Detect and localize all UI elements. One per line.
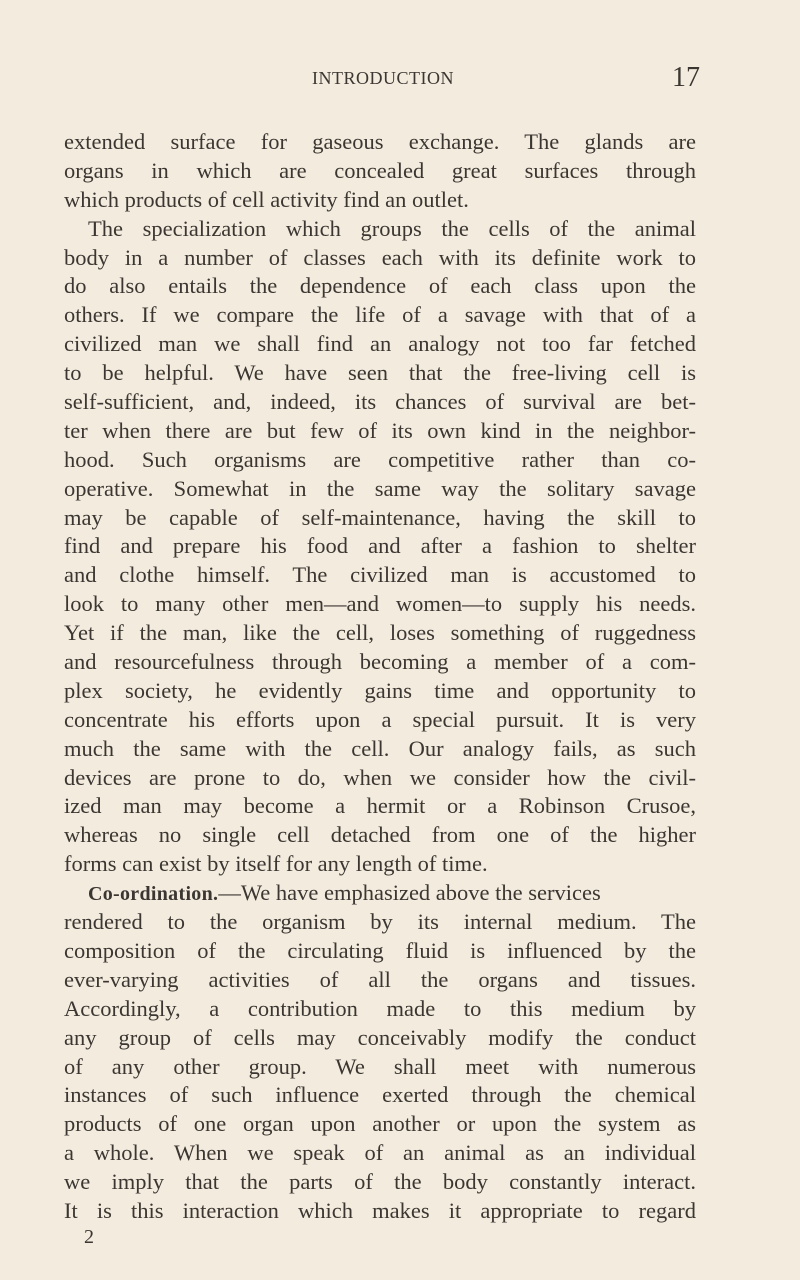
text-line: find and prepare his food and after a fashion to shelter (64, 533, 696, 559)
text-line: The specialization which groups the cells of the animal (88, 215, 696, 241)
running-head (0, 64, 800, 94)
section-first-line (64, 879, 696, 908)
text-line: a whole. When we speak of an animal as an individual (64, 1140, 696, 1166)
text-line: self-sufficient, and, indeed, its chances of survival are bet- (64, 389, 696, 415)
signature-mark: 2 (84, 1226, 94, 1248)
text-line: civilized man we shall find an analogy not too far fetched (64, 331, 696, 357)
text-line: and resourcefulness through becoming a member of a com- (64, 649, 696, 675)
text-line: devices are prone to do, when we consider how the civil- (64, 764, 696, 790)
text-line: others. If we compare the life of a savage with that of a (64, 302, 696, 328)
text-line: extended surface for gaseous exchange. The glands are (64, 129, 696, 154)
running-head-title: INTRODUCTION (312, 68, 454, 88)
page-number: 17 (672, 62, 700, 93)
text-line: products of one organ upon another or upon the system as (64, 1111, 696, 1137)
text-line: any group of cells may conceivably modify the conduct (64, 1024, 696, 1050)
text-line: and clothe himself. The civilized man is accustomed to (64, 562, 696, 588)
text-line: operative. Somewhat in the same way the solitary savage (64, 475, 696, 501)
section-first-line-text: —We have emphasized above the services (218, 880, 601, 906)
text-line: It is this interaction which makes it appropriate to regard (64, 1197, 696, 1223)
text-line: organs in which are concealed great surfaces through (64, 157, 696, 183)
text-line: we imply that the parts of the body constantly interact. (64, 1169, 696, 1195)
text-line: ized man may become a hermit or a Robinson Crusoe, (64, 793, 696, 819)
text-line: composition of the circulating fluid is influenced by the (64, 937, 696, 963)
text-line: much the same with the cell. Our analogy fails, as such (64, 735, 696, 761)
text-line: do also entails the dependence of each class upon the (64, 273, 696, 299)
body-text (64, 128, 696, 1226)
text-line: to be helpful. We have seen that the free-living cell is (64, 360, 696, 386)
text-line: instances of such influence exerted through the chemical (64, 1082, 696, 1108)
section-heading: Co-ordination. (88, 883, 219, 906)
text-line: forms can exist by itself for any length of time. (64, 851, 488, 877)
text-line: Accordingly, a contribution made to this medium by (64, 995, 696, 1021)
text-line: ter when there are but few of its own kind in the neighbor- (64, 417, 696, 443)
text-line: body in a number of classes each with its definite work to (64, 244, 696, 270)
text-line: look to many other men—and women—to supply his needs. (64, 591, 696, 617)
text-line: may be capable of self-maintenance, having the skill to (64, 504, 696, 530)
text-line: which products of cell activity find an outlet. (64, 186, 469, 212)
text-line: rendered to the organism by its internal medium. The (64, 909, 696, 935)
text-line: plex society, he evidently gains time and opportunity to (64, 677, 696, 703)
text-line: whereas no single cell detached from one of the higher (64, 822, 696, 848)
text-line: hood. Such organisms are competitive rather than co- (64, 446, 696, 472)
text-line: concentrate his efforts upon a special pursuit. It is very (64, 706, 696, 732)
text-line: of any other group. We shall meet with numerous (64, 1053, 696, 1079)
text-line: ever-varying activities of all the organs and tissues. (64, 966, 696, 992)
text-line: Yet if the man, like the cell, loses something of ruggedness (64, 620, 696, 646)
